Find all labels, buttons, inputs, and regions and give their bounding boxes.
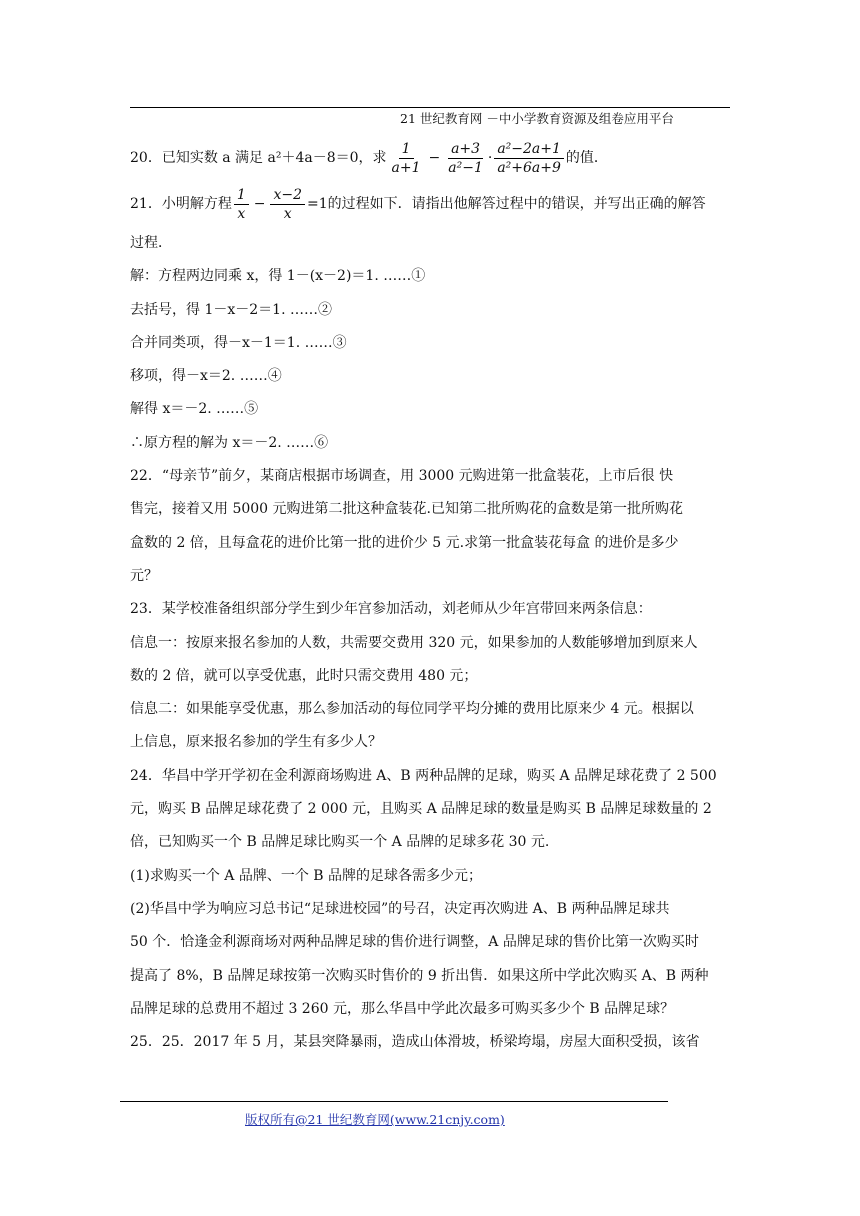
fraction: $\frac{\text{a²−2a+1}}{\text{a²+6a+9}}$ bbox=[494, 140, 564, 177]
question-24-line: 50 个．恰逢金利源商场对两种品牌足球的售价进行调整，A 品牌足球的售价比第一次购买时 bbox=[130, 934, 699, 951]
solution-step: 解得 x＝－2. ……⑤ bbox=[130, 401, 259, 418]
question-24-line: 元，购买 B 品牌足球花费了 2 000 元，且购买 A 品牌足球的数量是购买 B 品牌足球数量的 2 bbox=[130, 801, 712, 818]
fraction: $\frac{x-2}{x}$ bbox=[270, 186, 305, 223]
fraction: $\frac{a+3}{\text{a²−1}}$ bbox=[448, 140, 483, 176]
question-21: 21．小明解方程 $\frac{1}{x}$ − $\frac{x-2}{x}$ =1 的过程如下．请指出他解答过程中的错误，并写出正确的解答 bbox=[130, 186, 706, 222]
footer-rule bbox=[120, 1101, 668, 1102]
solution-step: 合并同类项，得－x－1＝1. ……③ bbox=[130, 334, 347, 351]
header-rule bbox=[130, 107, 730, 108]
solution-step: ∴原方程的解为 x＝－2. ……⑥ bbox=[130, 434, 329, 451]
solution-step: 去括号，得 1－x－2＝1. ……② bbox=[130, 301, 332, 318]
fraction: $\frac{1}{a+1}$ bbox=[391, 140, 421, 176]
question-23-line: 信息一：按原来报名参加的人数，共需要交费用 320 元，如果参加的人数能够增加到原来人 bbox=[130, 634, 698, 651]
question-20: 20．已知实数 a 满足 a²＋4a－8＝0，求 $\frac{1}{a+1}$ − $\frac{a+3}{\text{a²−1}}$ · $\frac{\text{a²−2a+1}}{\text{a²+6a+9}}$ 的值． bbox=[130, 140, 608, 176]
question-24-line: 品牌足球的总费用不超过 3 260 元，那么华昌中学此次最多可购买多少个 B 品牌足球？ bbox=[130, 1000, 675, 1017]
question-24-line: (2)华昌中学为响应习总书记“足球进校园”的号召，决定再次购进 A、B 两种品牌足球共 bbox=[130, 900, 670, 917]
question-24-line: 倍，已知购买一个 B 品牌足球比购买一个 A 品牌的足球多花 30 元. bbox=[130, 834, 550, 851]
question-22-line: 22．“母亲节”前夕，某商店根据市场调查，用 3000 元购进第一批盒装花，上市后很 快 bbox=[130, 468, 674, 485]
question-24-line: 24．华昌中学开学初在金利源商场购进 A、B 两种品牌的足球，购买 A 品牌足球花费了 2 500 bbox=[130, 767, 717, 784]
question-23-line: 上信息，原来报名参加的学生有多少人？ bbox=[130, 734, 382, 751]
question-22-line: 盒数的 2 倍，且每盒花的进价比第一批的进价少 5 元.求第一批盒装花每盒 的进价是多少 bbox=[130, 534, 679, 551]
page-header: 21 世纪教育网 －中小学教育资源及组卷应用平台 bbox=[400, 111, 674, 126]
copyright-link[interactable]: 版权所有@21 世纪教育网(www.21cnjy.com) bbox=[245, 1112, 505, 1127]
question-24-line: 提高了 8%，B 品牌足球按第一次购买时售价的 9 折出售．如果这所中学此次购买 A、B 两种 bbox=[130, 967, 709, 984]
question-22-line: 元？ bbox=[130, 567, 158, 584]
text-line: 过程． bbox=[130, 235, 172, 251]
solution-step: 移项，得－x＝2. ……④ bbox=[130, 368, 282, 385]
fraction: $\frac{1}{x}$ bbox=[234, 186, 249, 223]
question-23-line: 数的 2 倍，就可以享受优惠，此时只需交费用 480 元； bbox=[130, 667, 478, 684]
question-25-line: 25．25．2017 年 5 月，某县突降暴雨，造成山体滑坡，桥梁垮塌，房屋大面积受损，该省 bbox=[130, 1034, 700, 1051]
question-23-line: 信息二：如果能享受优惠，那么参加活动的每位同学平均分摊的费用比原来少 4 元。根据以 bbox=[130, 701, 694, 718]
solution-step: 解：方程两边同乘 x，得 1－(x－2)＝1. ……① bbox=[130, 268, 426, 285]
question-23-line: 23．某学校准备组织部分学生到少年宫参加活动，刘老师从少年宫带回来两条信息： bbox=[130, 601, 652, 618]
document-body bbox=[130, 138, 730, 1062]
question-22-line: 售完，接着又用 5000 元购进第二批这种盒装花.已知第二批所购花的盒数是第一批所购花 bbox=[130, 501, 683, 518]
question-24-line: (1)求购买一个 A 品牌、一个 B 品牌的足球各需多少元； bbox=[130, 867, 483, 884]
